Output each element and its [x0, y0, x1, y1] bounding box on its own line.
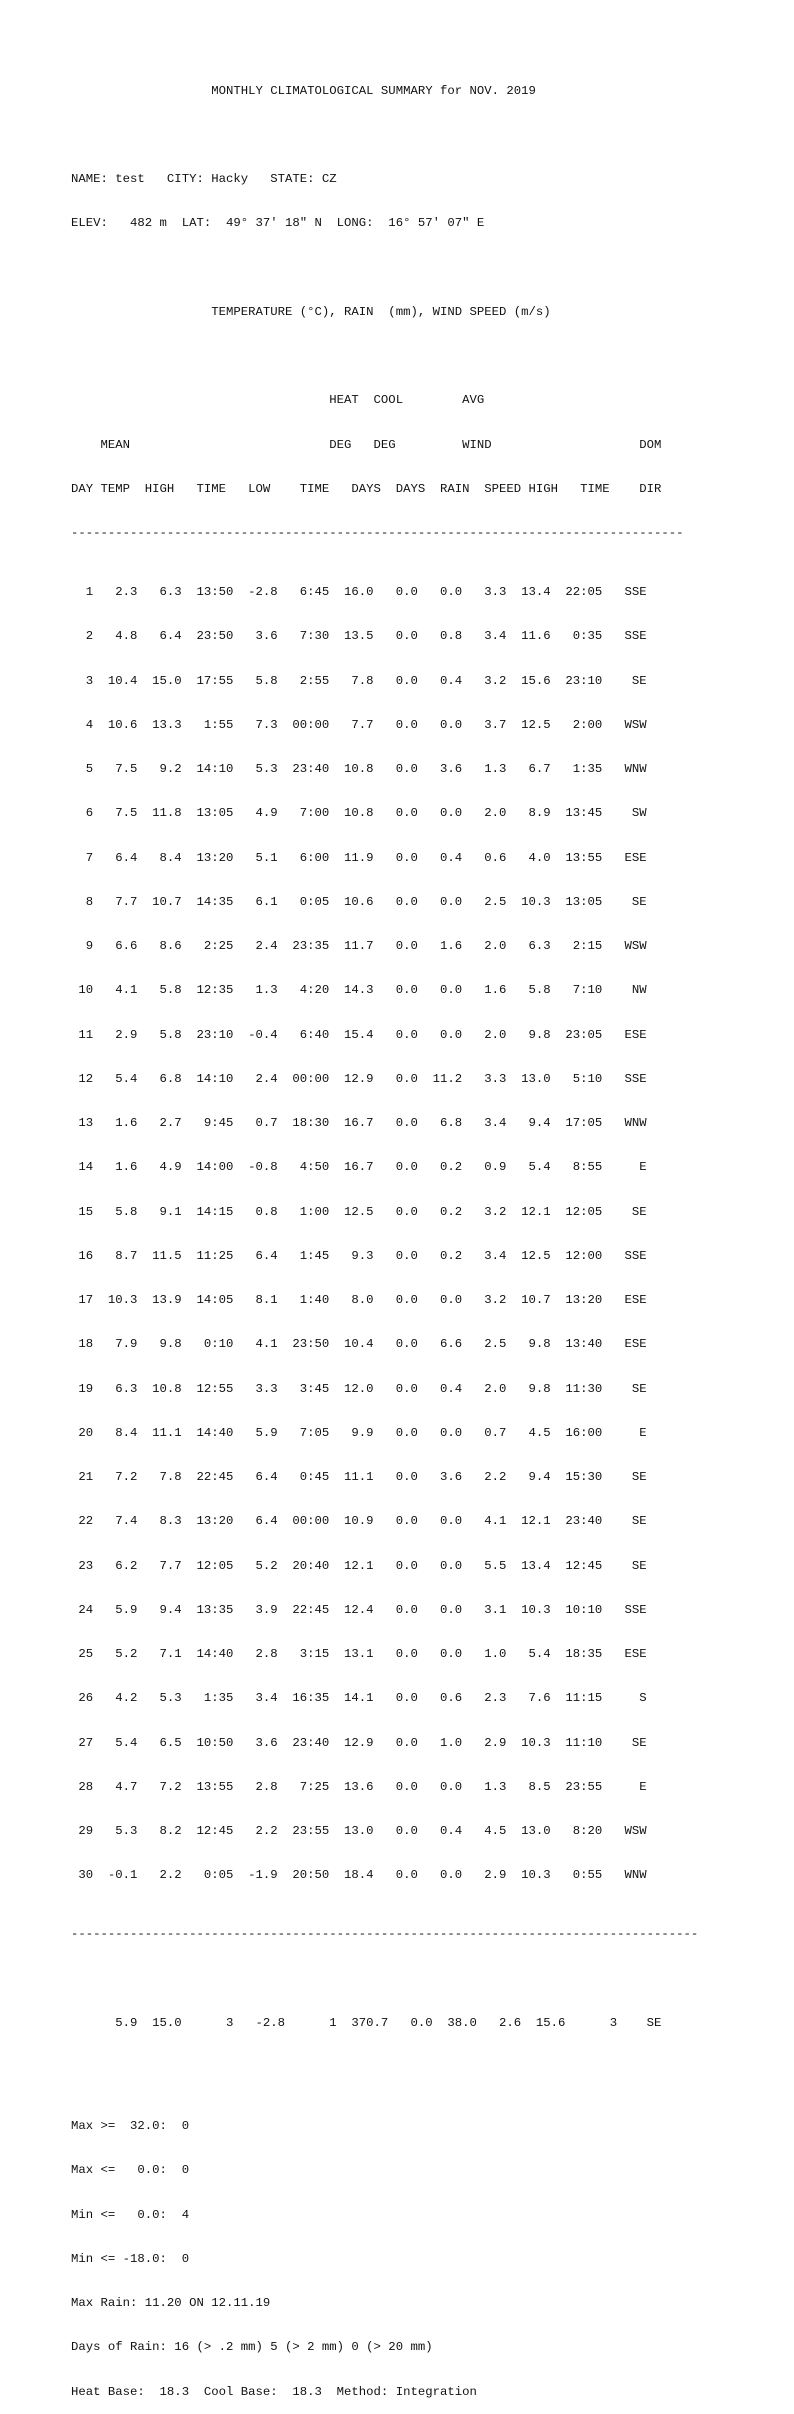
- summary-line: Min <= 0.0: 4: [71, 2207, 190, 2222]
- header-separator: -----------------------------------------------------------------------------------: [71, 526, 684, 540]
- table-row: 24 5.9 9.4 13:35 3.9 22:45 12.4 0.0 0.0 3.1 10.3 10:10 SSE: [71, 1602, 647, 1617]
- table-row: 2 4.8 6.4 23:50 3.6 7:30 13.5 0.0 0.8 3.4 11.6 0:35 SSE: [71, 629, 647, 644]
- blank-line: [71, 128, 771, 143]
- table-row: 13 1.6 2.7 9:45 0.7 18:30 16.7 0.0 6.8 3.4 9.4 17:05 WNW: [71, 1116, 647, 1130]
- table-row: 12 5.4 6.8 14:10 2.4 00:00 12.9 0.0 11.2 3.3 13.0 5:10 SSE: [71, 1071, 647, 1086]
- table-row: 28 4.7 7.2 13:55 2.8 7:25 13.6 0.0 0.0 1.3 8.5 23:55 E: [71, 1779, 647, 1794]
- table-row: 9 6.6 8.6 2:25 2.4 23:35 11.7 0.0 1.6 2.0 6.3 2:15 WSW: [71, 939, 647, 953]
- column-header-row-1: HEAT COOL AVG: [71, 393, 485, 408]
- column-header-row-2: MEAN DEG DEG WIND DOM: [71, 437, 662, 452]
- column-header-row-3: DAY TEMP HIGH TIME LOW TIME DAYS DAYS RAIN SPEED HIGH TIME DIR: [71, 481, 662, 496]
- table-row: 5 7.5 9.2 14:10 5.3 23:40 10.8 0.0 3.6 1.3 6.7 1:35 WNW: [71, 762, 647, 776]
- blank-line: [71, 261, 771, 276]
- station-elevation-line: ELEV: 482 m LAT: 49° 37' 18" N LONG: 16° 57' 07" E: [71, 216, 485, 231]
- table-row: 3 10.4 15.0 17:55 5.8 2:55 7.8 0.0 0.4 3.2 15.6 23:10 SE: [71, 673, 647, 688]
- report-title: MONTHLY CLIMATOLOGICAL SUMMARY for NOV. 2019: [71, 83, 536, 98]
- summary-line: Max <= 0.0: 0: [71, 2163, 190, 2178]
- days-of-rain-line: Days of Rain: 16 (> .2 mm) 5 (> 2 mm) 0 (> 20 mm): [71, 2340, 433, 2355]
- table-row: 6 7.5 11.8 13:05 4.9 7:00 10.8 0.0 0.0 2.0 8.9 13:45 SW: [71, 806, 647, 821]
- heat-cool-base-line: Heat Base: 18.3 Cool Base: 18.3 Method: Integration: [71, 2384, 477, 2399]
- table-row: 20 8.4 11.1 14:40 5.9 7:05 9.9 0.0 0.0 0.7 4.5 16:00 E: [71, 1425, 647, 1440]
- max-rain-line: Max Rain: 11.20 ON 12.11.19: [71, 2296, 271, 2310]
- summary-line: Min <= -18.0: 0: [71, 2251, 190, 2266]
- table-row: 21 7.2 7.8 22:45 6.4 0:45 11.1 0.0 3.6 2.2 9.4 15:30 SE: [71, 1470, 647, 1484]
- table-row: 15 5.8 9.1 14:15 0.8 1:00 12.5 0.0 0.2 3.2 12.1 12:05 SE: [71, 1204, 647, 1219]
- table-row: 25 5.2 7.1 14:40 2.8 3:15 13.1 0.0 0.0 1.0 5.4 18:35 ESE: [71, 1647, 647, 1661]
- totals-row: 5.9 15.0 3 -2.8 1 370.7 0.0 38.0 2.6 15.6 3 SE: [71, 2015, 662, 2030]
- table-row: 8 7.7 10.7 14:35 6.1 0:05 10.6 0.0 0.0 2.5 10.3 13:05 SE: [71, 894, 647, 909]
- table-row: 19 6.3 10.8 12:55 3.3 3:45 12.0 0.0 0.4 2.0 9.8 11:30 SE: [71, 1381, 647, 1396]
- table-row: 4 10.6 13.3 1:55 7.3 00:00 7.7 0.0 0.0 3.7 12.5 2:00 WSW: [71, 717, 647, 732]
- table-row: 14 1.6 4.9 14:00 -0.8 4:50 16.7 0.0 0.2 0.9 5.4 8:55 E: [71, 1160, 647, 1175]
- table-row: 30 -0.1 2.2 0:05 -1.9 20:50 18.4 0.0 0.0 2.9 10.3 0:55 WNW: [71, 1868, 647, 1883]
- blank-line: [71, 2060, 771, 2075]
- table-row: 29 5.3 8.2 12:45 2.2 23:55 13.0 0.0 0.4 4.5 13.0 8:20 WSW: [71, 1824, 647, 1838]
- blank-line: [71, 1972, 771, 1987]
- table-row: 26 4.2 5.3 1:35 3.4 16:35 14.1 0.0 0.6 2.3 7.6 11:15 S: [71, 1691, 647, 1706]
- table-row: 17 10.3 13.9 14:05 8.1 1:40 8.0 0.0 0.0 3.2 10.7 13:20 ESE: [71, 1293, 647, 1307]
- table-row: 22 7.4 8.3 13:20 6.4 00:00 10.9 0.0 0.0 4.1 12.1 23:40 SE: [71, 1514, 647, 1529]
- summary-line: Max >= 32.0: 0: [71, 2119, 190, 2133]
- blank-line: [71, 349, 771, 364]
- units-line: TEMPERATURE (°C), RAIN (mm), WIND SPEED (m/s): [71, 304, 551, 319]
- table-row: 18 7.9 9.8 0:10 4.1 23:50 10.4 0.0 6.6 2.5 9.8 13:40 ESE: [71, 1337, 647, 1352]
- table-row: 1 2.3 6.3 13:50 -2.8 6:45 16.0 0.0 0.0 3.3 13.4 22:05 SSE: [71, 585, 647, 599]
- table-row: 10 4.1 5.8 12:35 1.3 4:20 14.3 0.0 0.0 1.6 5.8 7:10 NW: [71, 983, 647, 998]
- table-row: 16 8.7 11.5 11:25 6.4 1:45 9.3 0.0 0.2 3.4 12.5 12:00 SSE: [71, 1248, 647, 1263]
- table-row: 7 6.4 8.4 13:20 5.1 6:00 11.9 0.0 0.4 0.6 4.0 13:55 ESE: [71, 850, 647, 865]
- footer-separator: -------------------------------------------------------------------------------------: [71, 1927, 699, 1942]
- station-name-line: NAME: test CITY: Hacky STATE: CZ: [71, 172, 337, 186]
- table-row: 23 6.2 7.7 12:05 5.2 20:40 12.1 0.0 0.0 5.5 13.4 12:45 SE: [71, 1558, 647, 1573]
- climatological-report: [71, 54, 771, 2414]
- table-row: 11 2.9 5.8 23:10 -0.4 6:40 15.4 0.0 0.0 2.0 9.8 23:05 ESE: [71, 1027, 647, 1042]
- table-row: 27 5.4 6.5 10:50 3.6 23:40 12.9 0.0 1.0 2.9 10.3 11:10 SE: [71, 1735, 647, 1750]
